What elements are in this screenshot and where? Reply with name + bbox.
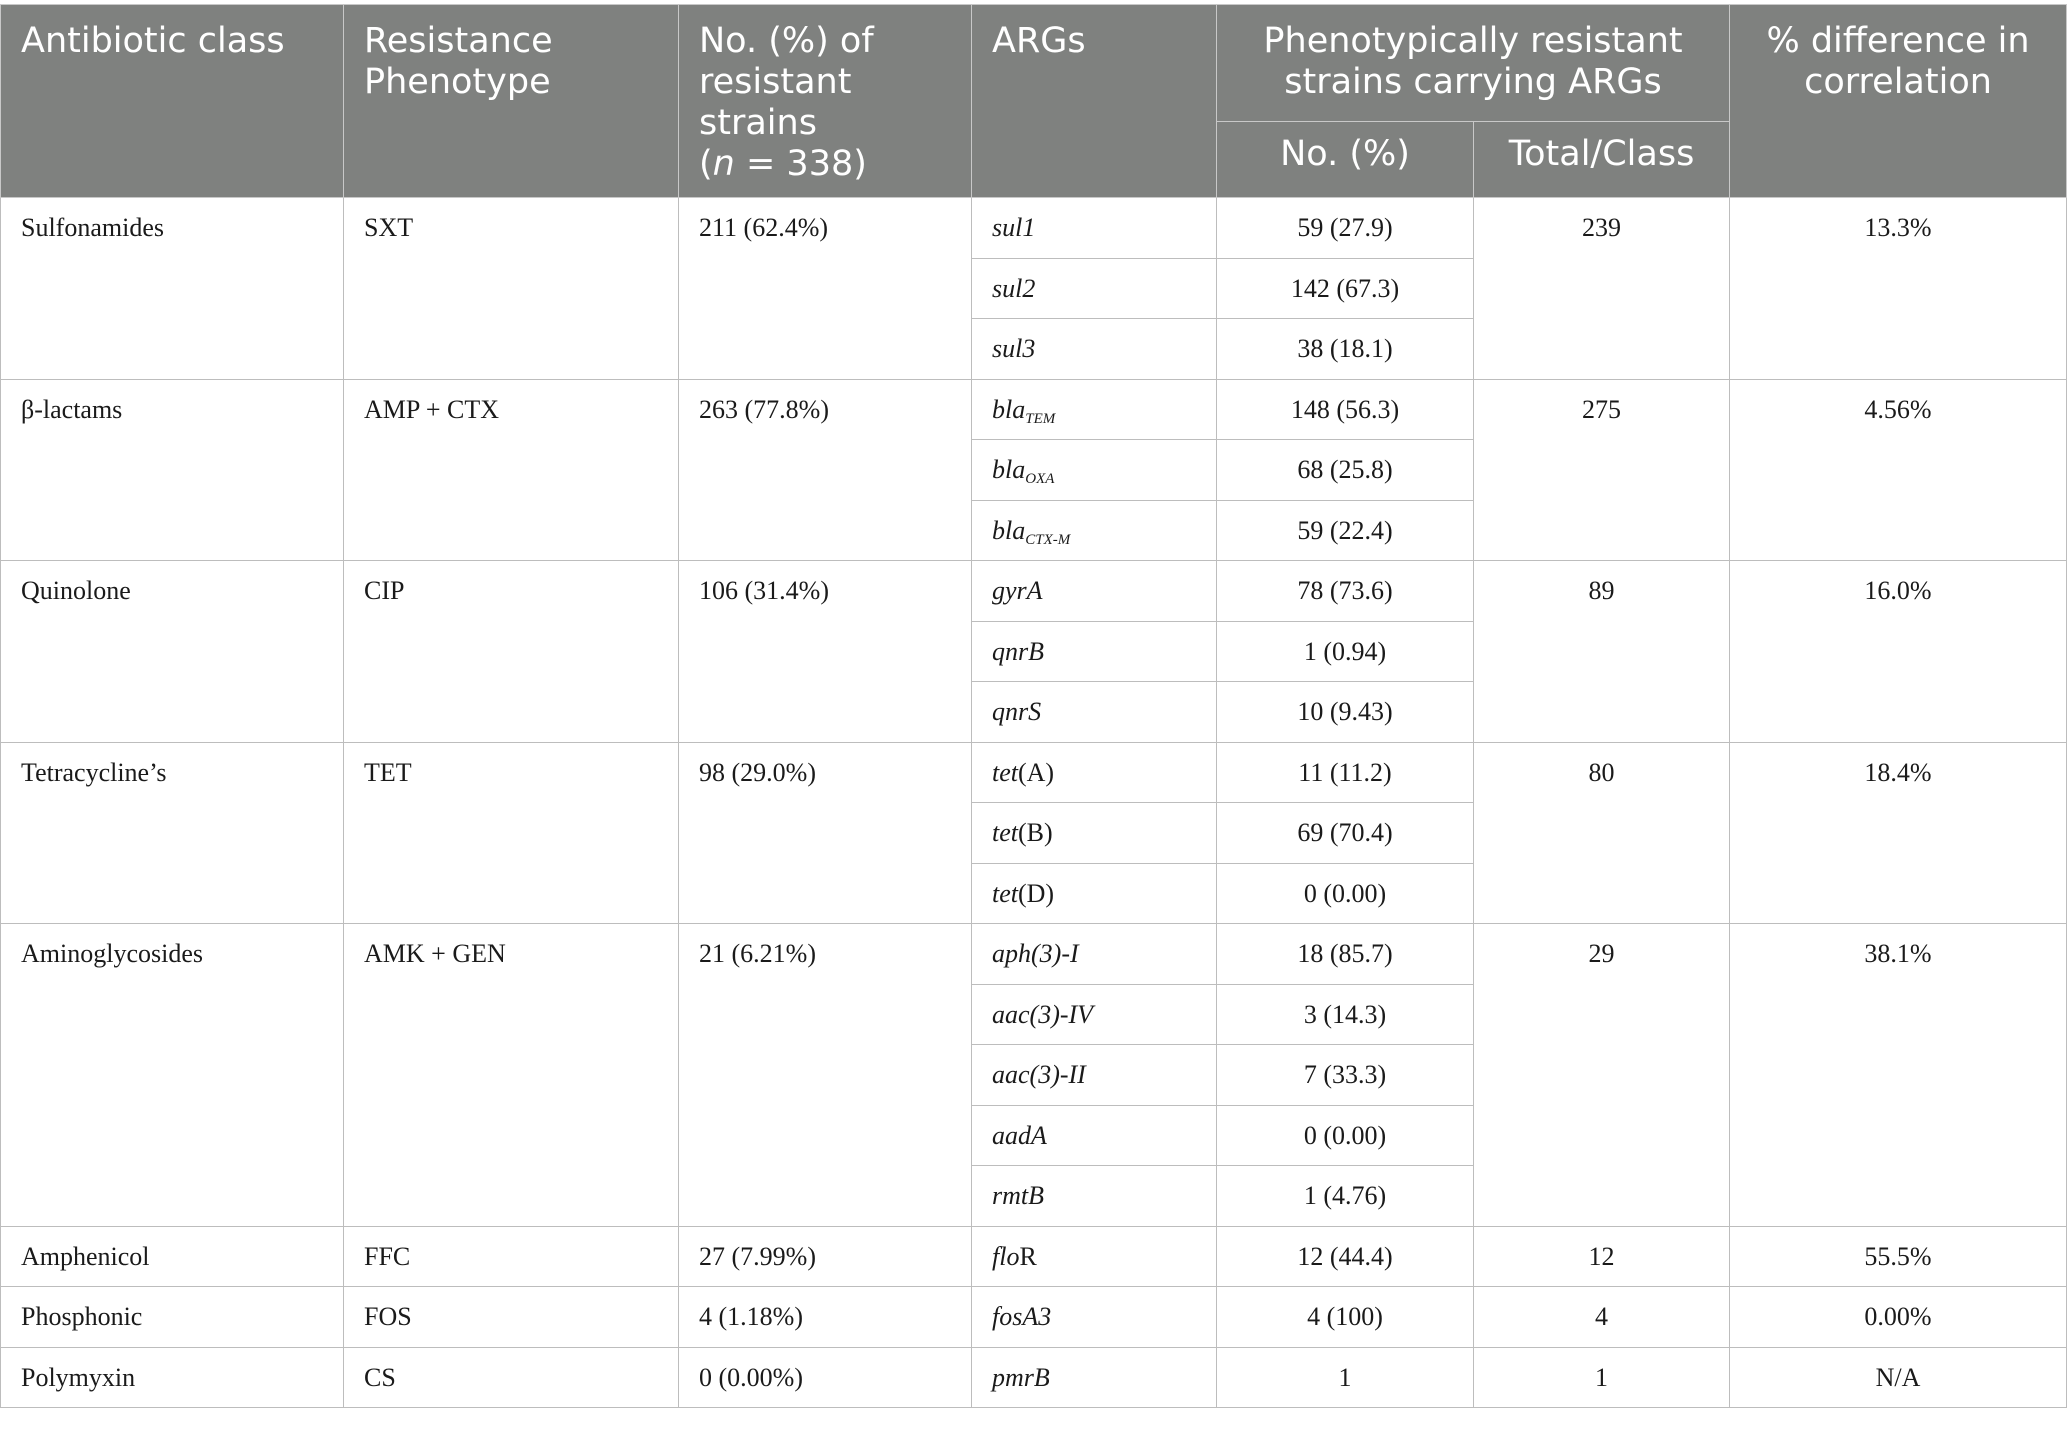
cell-arg-gene <box>972 803 1217 864</box>
cell-arg-gene <box>972 621 1217 682</box>
cell-phenotype: AMK + GEN <box>344 924 679 1227</box>
cell-pct-difference: N/A <box>1730 1347 2067 1408</box>
header-no-resistant-strains <box>679 5 972 198</box>
table-row <box>1 742 2067 803</box>
cell-phenotype: TET <box>344 742 679 924</box>
cell-antibiotic-class: Phosphonic <box>1 1287 344 1348</box>
gene-name: bla <box>992 394 1026 424</box>
cell-antibiotic-class: Sulfonamides <box>1 198 344 380</box>
gene-name: aac(3)-II <box>992 1060 1086 1089</box>
cell-pct-difference: 18.4% <box>1730 742 2067 924</box>
cell-antibiotic-class: Tetracycline’s <box>1 742 344 924</box>
table-row <box>1 924 2067 985</box>
gene-name: sul2 <box>992 273 1036 303</box>
cell-phenotype: CS <box>344 1347 679 1408</box>
gene-name: aac(3)-IV <box>992 999 1094 1029</box>
cell-phenotype: FOS <box>344 1287 679 1348</box>
cell-resistant-strains: 98 (29.0%) <box>679 742 972 924</box>
cell-antibiotic-class: Quinolone <box>1 561 344 743</box>
cell-arg-gene <box>972 682 1217 743</box>
cell-resistant-strains: 263 (77.8%) <box>679 379 972 561</box>
cell-total-class: 275 <box>1474 379 1730 561</box>
gene-suffix: (B) <box>1018 818 1053 847</box>
cell-resistant-strains: 21 (6.21%) <box>679 924 972 1227</box>
header-pct-difference: % difference in correlation <box>1730 5 2067 198</box>
gene-name: qnrB <box>992 636 1044 666</box>
cell-no-pct: 78 (73.6) <box>1217 561 1474 622</box>
cell-total-class: 80 <box>1474 742 1730 924</box>
cell-phenotype: AMP + CTX <box>344 379 679 561</box>
gene-name: bla <box>992 455 1026 484</box>
cell-arg-gene <box>972 198 1217 259</box>
cell-arg-gene <box>972 1347 1217 1408</box>
header-no-resistant-text: No. (%) of resistant strains <box>699 21 874 143</box>
cell-no-pct: 3 (14.3) <box>1217 984 1474 1045</box>
gene-subscript: TEM <box>1025 410 1056 427</box>
cell-no-pct: 18 (85.7) <box>1217 924 1474 985</box>
table-row <box>1 1347 2067 1408</box>
cell-total-class: 1 <box>1474 1347 1730 1408</box>
gene-name: rmtB <box>992 1181 1044 1210</box>
cell-no-pct: 0 (0.00) <box>1217 863 1474 924</box>
cell-arg-gene <box>972 561 1217 622</box>
cell-pct-difference: 0.00% <box>1730 1287 2067 1348</box>
cell-arg-gene <box>972 1226 1217 1287</box>
cell-arg-gene <box>972 1045 1217 1106</box>
gene-name: tet <box>992 878 1018 908</box>
gene-suffix: (A) <box>1018 757 1055 787</box>
cell-pct-difference: 16.0% <box>1730 561 2067 743</box>
cell-no-pct: 0 (0.00) <box>1217 1105 1474 1166</box>
header-resistance-phenotype: Resistance Phenotype <box>344 5 679 198</box>
cell-total-class: 89 <box>1474 561 1730 743</box>
gene-name: aadA <box>992 1120 1047 1150</box>
cell-pct-difference: 38.1% <box>1730 924 2067 1227</box>
cell-arg-gene <box>972 1287 1217 1348</box>
cell-no-pct: 1 <box>1217 1347 1474 1408</box>
cell-arg-gene <box>972 440 1217 501</box>
gene-name: fosA3 <box>992 1302 1052 1331</box>
cell-resistant-strains: 106 (31.4%) <box>679 561 972 743</box>
cell-no-pct: 59 (22.4) <box>1217 500 1474 561</box>
cell-antibiotic-class: β-lactams <box>1 379 344 561</box>
gene-name: tet <box>992 757 1018 787</box>
cell-antibiotic-class: Aminoglycosides <box>1 924 344 1227</box>
cell-resistant-strains: 211 (62.4%) <box>679 198 972 380</box>
cell-no-pct: 38 (18.1) <box>1217 319 1474 380</box>
header-pheno-resistant: Phenotypically resistant strains carrying ARGs <box>1217 5 1730 122</box>
header-antibiotic-class: Antibiotic class <box>1 5 344 198</box>
cell-arg-gene <box>972 500 1217 561</box>
cell-no-pct: 10 (9.43) <box>1217 682 1474 743</box>
cell-total-class: 12 <box>1474 1226 1730 1287</box>
gene-name: sul1 <box>992 213 1036 242</box>
gene-name: qnrS <box>992 697 1042 726</box>
gene-name: gyrA <box>992 576 1043 605</box>
cell-phenotype: CIP <box>344 561 679 743</box>
gene-name: bla <box>992 515 1026 545</box>
gene-subscript: OXA <box>1025 471 1055 487</box>
cell-no-pct: 7 (33.3) <box>1217 1045 1474 1106</box>
cell-phenotype: SXT <box>344 198 679 380</box>
cell-total-class: 239 <box>1474 198 1730 380</box>
gene-suffix: (D) <box>1018 878 1055 908</box>
cell-pct-difference: 55.5% <box>1730 1226 2067 1287</box>
table-row <box>1 198 2067 259</box>
table-body <box>1 198 2067 1408</box>
cell-arg-gene <box>972 924 1217 985</box>
cell-no-pct: 69 (70.4) <box>1217 803 1474 864</box>
cell-no-pct: 4 (100) <box>1217 1287 1474 1348</box>
table-row <box>1 379 2067 440</box>
cell-antibiotic-class: Polymyxin <box>1 1347 344 1408</box>
gene-name: sul3 <box>992 334 1036 363</box>
gene-suffix: R <box>1019 1241 1037 1271</box>
cell-total-class: 4 <box>1474 1287 1730 1348</box>
cell-arg-gene <box>972 379 1217 440</box>
cell-arg-gene <box>972 984 1217 1045</box>
cell-resistant-strains: 4 (1.18%) <box>679 1287 972 1348</box>
gene-name: tet <box>992 818 1018 847</box>
cell-no-pct: 148 (56.3) <box>1217 379 1474 440</box>
header-args: ARGs <box>972 5 1217 198</box>
cell-arg-gene <box>972 1166 1217 1227</box>
cell-pct-difference: 13.3% <box>1730 198 2067 380</box>
cell-arg-gene <box>972 319 1217 380</box>
gene-subscript: CTX-M <box>1025 531 1071 548</box>
table-header <box>1 5 2067 198</box>
cell-arg-gene <box>972 258 1217 319</box>
table-row <box>1 1226 2067 1287</box>
cell-no-pct: 68 (25.8) <box>1217 440 1474 501</box>
cell-no-pct: 142 (67.3) <box>1217 258 1474 319</box>
cell-arg-gene <box>972 742 1217 803</box>
cell-no-pct: 1 (4.76) <box>1217 1166 1474 1227</box>
cell-resistant-strains: 27 (7.99%) <box>679 1226 972 1287</box>
gene-name: aph(3)-I <box>992 939 1079 968</box>
table-row <box>1 561 2067 622</box>
subheader-no-pct: No. (%) <box>1217 122 1474 198</box>
gene-name: flo <box>992 1241 1020 1271</box>
cell-phenotype: FFC <box>344 1226 679 1287</box>
cell-total-class: 29 <box>1474 924 1730 1227</box>
header-n-value: = 338) <box>734 144 867 184</box>
cell-arg-gene <box>972 1105 1217 1166</box>
cell-no-pct: 1 (0.94) <box>1217 621 1474 682</box>
header-n-open: ( <box>699 144 713 184</box>
cell-antibiotic-class: Amphenicol <box>1 1226 344 1287</box>
resistance-table <box>0 4 2067 1408</box>
table-row <box>1 1287 2067 1348</box>
cell-arg-gene <box>972 863 1217 924</box>
cell-pct-difference: 4.56% <box>1730 379 2067 561</box>
cell-no-pct: 12 (44.4) <box>1217 1226 1474 1287</box>
gene-name: pmrB <box>992 1362 1050 1392</box>
cell-resistant-strains: 0 (0.00%) <box>679 1347 972 1408</box>
cell-no-pct: 11 (11.2) <box>1217 742 1474 803</box>
cell-no-pct: 59 (27.9) <box>1217 198 1474 259</box>
header-n-symbol: n <box>712 144 735 184</box>
subheader-total-class: Total/Class <box>1474 122 1730 198</box>
